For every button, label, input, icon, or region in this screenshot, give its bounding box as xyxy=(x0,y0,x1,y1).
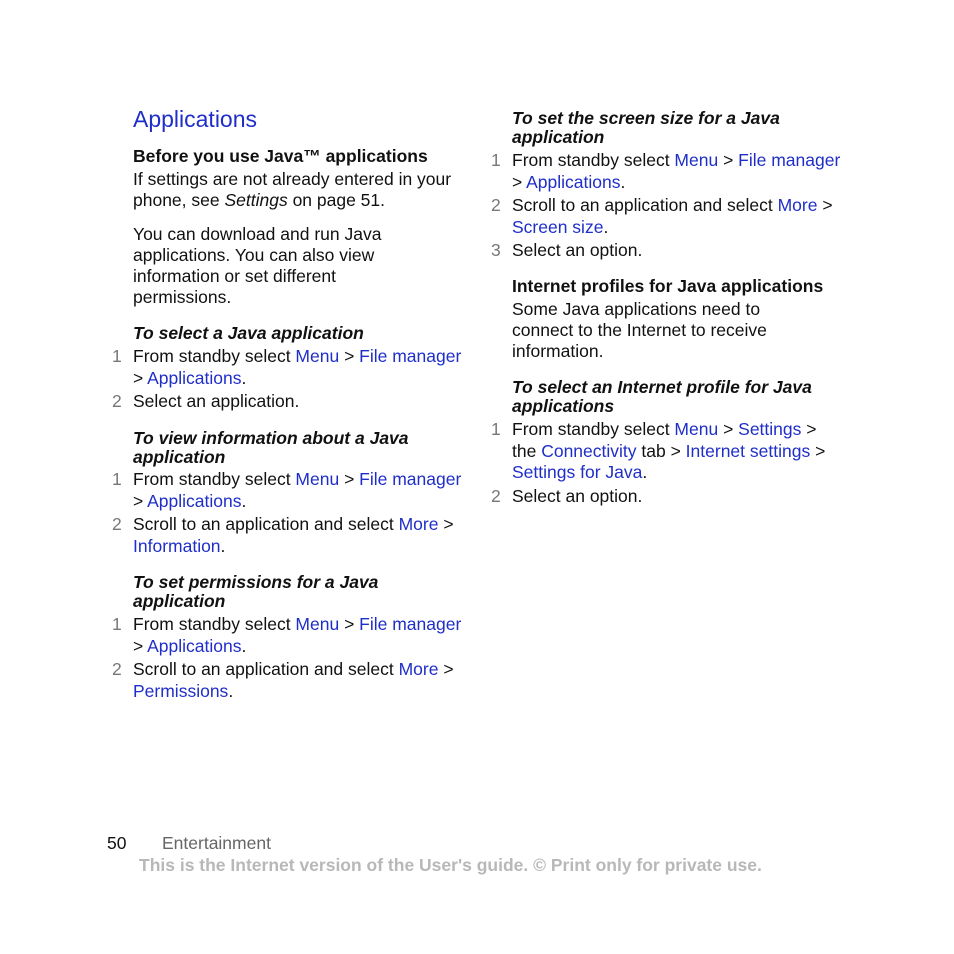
select-step-2: 2 Select an application. xyxy=(112,391,300,411)
page-number: 50 xyxy=(107,833,127,853)
screen-size-heading: To set the screen size for a Java application xyxy=(512,108,780,147)
select-step-1: 1 From standby select Menu > File manager > Applications. xyxy=(112,346,462,388)
menu-link[interactable]: Menu xyxy=(674,150,719,170)
more-link[interactable]: More xyxy=(398,514,439,534)
information-link[interactable]: Information xyxy=(133,535,221,556)
menu-link[interactable]: Menu xyxy=(674,419,719,439)
menu-link[interactable]: Menu xyxy=(295,346,340,366)
settings-link[interactable]: Settings xyxy=(738,419,802,439)
profiles-heading: Internet profiles for Java applications xyxy=(512,276,824,296)
applications-link[interactable]: Applications xyxy=(147,367,242,388)
profile-select-heading: To select an Internet profile for Java applications xyxy=(512,377,812,416)
file-manager-link[interactable]: File manager xyxy=(359,614,462,634)
select-java-heading: To select a Java application xyxy=(133,323,364,343)
perm-step-1: 1 From standby select Menu > File manager > Applications. xyxy=(112,614,462,656)
view-step-1: 1 From standby select Menu > File manager > Applications. xyxy=(112,469,462,511)
page-title: Applications xyxy=(133,106,258,132)
applications-link[interactable]: Applications xyxy=(147,635,242,656)
screen-step-1: 1 From standby select Menu > File manager > Applications. xyxy=(491,150,841,192)
menu-link[interactable]: Menu xyxy=(295,469,340,489)
profile-step-2: 2 Select an option. xyxy=(491,486,643,506)
settings-for-java-link[interactable]: Settings for Java xyxy=(512,462,643,482)
internet-settings-link[interactable]: Internet settings xyxy=(685,440,811,461)
file-manager-link[interactable]: File manager xyxy=(359,346,462,366)
profile-step-1: 1 From standby select Menu > Settings > the Connectivity tab > Internet settings > Settings for Java. xyxy=(491,419,826,482)
more-link[interactable]: More xyxy=(398,659,439,679)
section-name: Entertainment xyxy=(162,833,271,853)
before-heading: Before you use Java™ applications xyxy=(133,146,428,166)
screen-step-3: 3 Select an option. xyxy=(491,240,643,260)
applications-link[interactable]: Applications xyxy=(526,171,621,192)
applications-link[interactable]: Applications xyxy=(147,490,242,511)
screen-step-2: 2 Scroll to an application and select More > Screen size. xyxy=(491,195,833,237)
before-text: If settings are not already entered in your phone, see Settings on page 51. xyxy=(133,169,452,210)
screen-size-link[interactable]: Screen size xyxy=(512,216,604,237)
internet-version-note: This is the Internet version of the User's guide. © Print only for private use. xyxy=(139,855,762,875)
more-link[interactable]: More xyxy=(777,195,818,215)
view-info-heading: To view information about a Java application xyxy=(133,428,409,467)
permissions-link[interactable]: Permissions xyxy=(133,680,229,701)
view-step-2: 2 Scroll to an application and select More > Information. xyxy=(112,514,454,556)
file-manager-link[interactable]: File manager xyxy=(359,469,462,489)
file-manager-link[interactable]: File manager xyxy=(738,150,841,170)
profiles-text: Some Java applications need to connect to the Internet to receive information. xyxy=(512,299,767,361)
settings-reference[interactable]: Settings xyxy=(224,190,288,210)
intro-text: You can download and run Java applications. You can also view information or set different permissions. xyxy=(133,224,382,307)
connectivity-link[interactable]: Connectivity xyxy=(541,440,637,461)
menu-link[interactable]: Menu xyxy=(295,614,340,634)
perm-step-2: 2 Scroll to an application and select More > Permissions. xyxy=(112,659,454,701)
permissions-heading: To set permissions for a Java application xyxy=(133,572,379,611)
